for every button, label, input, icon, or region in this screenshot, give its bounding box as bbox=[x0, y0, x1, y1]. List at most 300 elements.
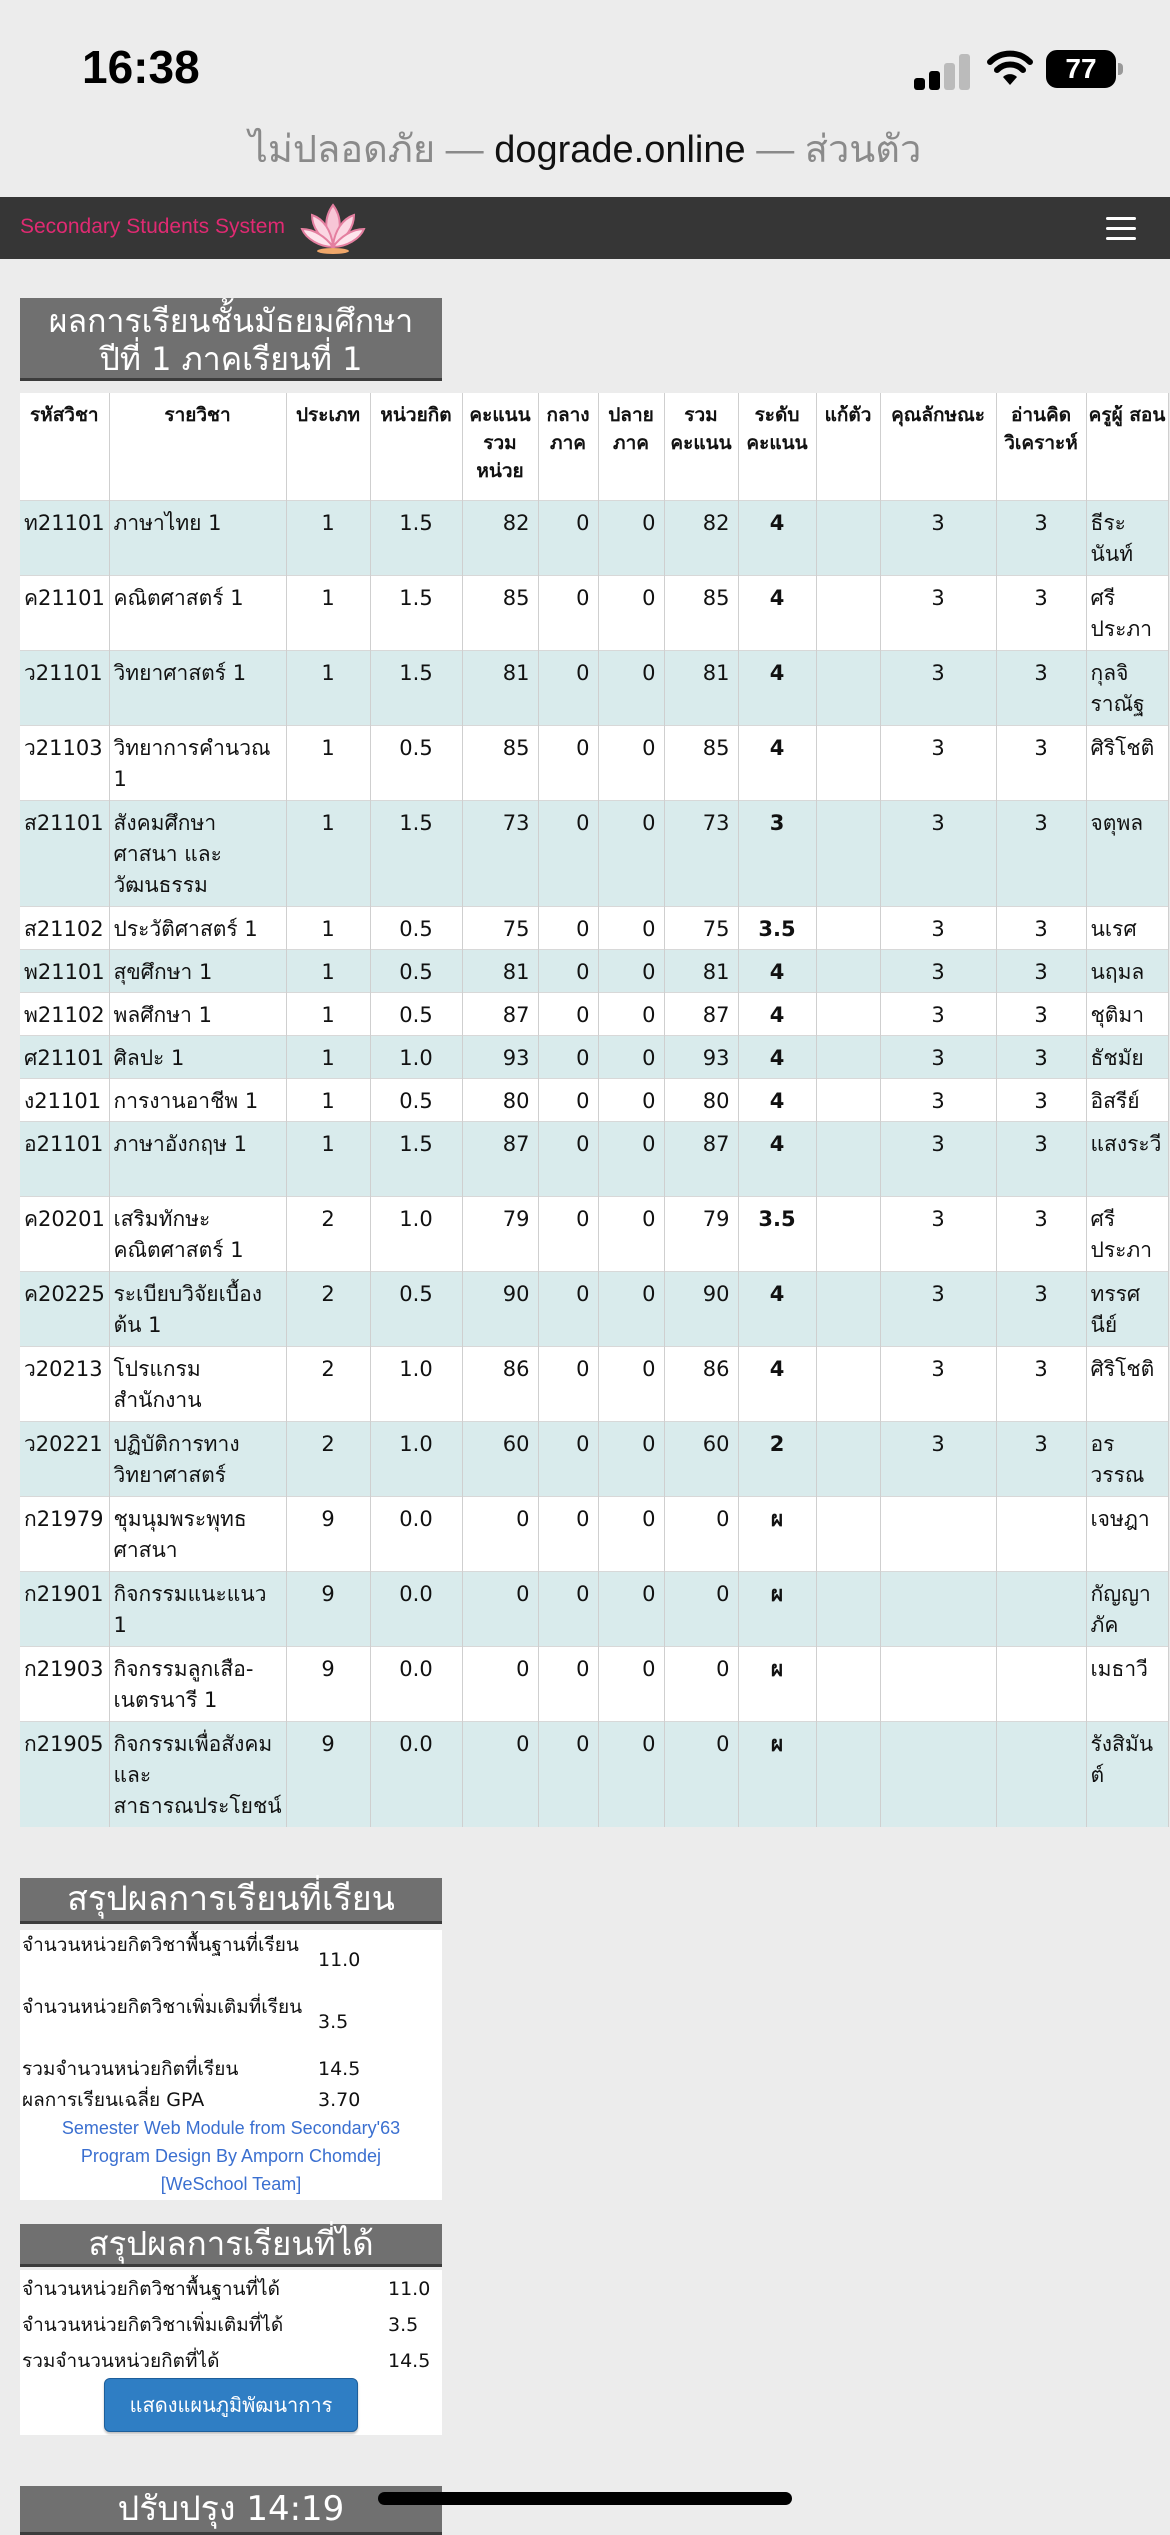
attribute-score: 3 bbox=[880, 992, 996, 1035]
table-row bbox=[20, 1721, 1168, 1827]
grades-table bbox=[20, 393, 1169, 1827]
attribute-score: 3 bbox=[880, 906, 996, 949]
column-header: คะแนน รวม หน่วย bbox=[462, 393, 538, 500]
course-type: 9 bbox=[286, 1721, 370, 1827]
reading-score: 3 bbox=[996, 1035, 1086, 1078]
url-mode-label: — ส่วนตัว bbox=[745, 129, 922, 171]
reading-score: 3 bbox=[996, 500, 1086, 575]
attribute-score: 3 bbox=[880, 1271, 996, 1346]
column-header: อ่านคิด วิเคราะห์ bbox=[996, 393, 1086, 500]
grade-level: 4 bbox=[738, 1078, 816, 1121]
final-score: 0 bbox=[598, 992, 664, 1035]
unit-score: 86 bbox=[462, 1346, 538, 1421]
summary-label: จำนวนหน่วยกิตวิชาเพิ่มเติมที่เรียน bbox=[22, 1996, 303, 2018]
final-score: 0 bbox=[598, 1496, 664, 1571]
course-code: พ21101 bbox=[20, 949, 109, 992]
cellular-signal-icon bbox=[914, 52, 972, 90]
column-header: รวม คะแนน bbox=[664, 393, 738, 500]
total-score: 90 bbox=[664, 1271, 738, 1346]
column-header: กลาง ภาค bbox=[538, 393, 598, 500]
unit-score: 79 bbox=[462, 1196, 538, 1271]
reading-score: 3 bbox=[996, 992, 1086, 1035]
course-code: ง21101 bbox=[20, 1078, 109, 1121]
summary-value: 3.5 bbox=[318, 2011, 349, 2033]
course-name: คณิตศาสตร์ 1 bbox=[109, 575, 286, 650]
grade-level: 4 bbox=[738, 575, 816, 650]
summary-studied-title: สรุปผลการเรียนที่เรียน bbox=[20, 1878, 442, 1924]
attribute-score: 3 bbox=[880, 725, 996, 800]
reading-score bbox=[996, 1646, 1086, 1721]
total-score: 0 bbox=[664, 1721, 738, 1827]
total-score: 87 bbox=[664, 992, 738, 1035]
home-indicator[interactable] bbox=[378, 2492, 792, 2505]
page-title bbox=[20, 298, 442, 381]
column-header: แก้ตัว bbox=[816, 393, 880, 500]
final-score: 0 bbox=[598, 1646, 664, 1721]
retake-score bbox=[816, 992, 880, 1035]
course-type: 9 bbox=[286, 1646, 370, 1721]
page-title-line2: ปีที่ 1 ภาคเรียนที่ 1 bbox=[99, 340, 363, 378]
course-credit: 0.5 bbox=[370, 906, 462, 949]
table-row bbox=[20, 1121, 1168, 1196]
table-row bbox=[20, 906, 1168, 949]
unit-score: 85 bbox=[462, 575, 538, 650]
table-row bbox=[20, 1496, 1168, 1571]
attribute-score bbox=[880, 1496, 996, 1571]
final-score: 0 bbox=[598, 650, 664, 725]
teacher-name: ธัชมัย bbox=[1086, 1035, 1168, 1078]
midterm-score: 0 bbox=[538, 800, 598, 906]
course-code: ท21101 bbox=[20, 500, 109, 575]
reading-score bbox=[996, 1496, 1086, 1571]
teacher-name: อรวรรณ bbox=[1086, 1421, 1168, 1496]
retake-score bbox=[816, 575, 880, 650]
site-brand[interactable]: Secondary Students System bbox=[20, 215, 285, 238]
course-credit: 1.5 bbox=[370, 650, 462, 725]
total-score: 82 bbox=[664, 500, 738, 575]
table-row bbox=[20, 1196, 1168, 1271]
midterm-score: 0 bbox=[538, 650, 598, 725]
midterm-score: 0 bbox=[538, 1078, 598, 1121]
retake-score bbox=[816, 1035, 880, 1078]
credit-line[interactable]: Program Design By Amporn Chomdej bbox=[80, 2146, 382, 2166]
summary-value: 14.5 bbox=[318, 2058, 361, 2080]
summary-value: 14.5 bbox=[388, 2350, 431, 2372]
teacher-name: แสงระวี bbox=[1086, 1121, 1168, 1196]
grade-level: 4 bbox=[738, 500, 816, 575]
course-name: สุขศึกษา 1 bbox=[109, 949, 286, 992]
retake-score bbox=[816, 500, 880, 575]
column-header: ปลาย ภาค bbox=[598, 393, 664, 500]
course-type: 1 bbox=[286, 575, 370, 650]
reading-score: 3 bbox=[996, 1346, 1086, 1421]
course-name: วิทยาศาสตร์ 1 bbox=[109, 650, 286, 725]
total-score: 80 bbox=[664, 1078, 738, 1121]
table-row bbox=[20, 1646, 1168, 1721]
midterm-score: 0 bbox=[538, 1346, 598, 1421]
summary-label: ผลการเรียนเฉลี่ย GPA bbox=[22, 2089, 205, 2111]
course-type: 1 bbox=[286, 906, 370, 949]
teacher-name: กุลจิราณัฐ bbox=[1086, 650, 1168, 725]
retake-score bbox=[816, 650, 880, 725]
retake-score bbox=[816, 1721, 880, 1827]
course-type: 1 bbox=[286, 949, 370, 992]
total-score: 75 bbox=[664, 906, 738, 949]
course-credit: 0.0 bbox=[370, 1721, 462, 1827]
course-type: 2 bbox=[286, 1271, 370, 1346]
column-header: คุณลักษณะ bbox=[880, 393, 996, 500]
retake-score bbox=[816, 949, 880, 992]
course-credit: 1.5 bbox=[370, 575, 462, 650]
teacher-name: ศิริโชติ bbox=[1086, 1346, 1168, 1421]
course-name: ภาษาอังกฤษ 1 bbox=[109, 1121, 286, 1196]
total-score: 86 bbox=[664, 1346, 738, 1421]
course-name: ชุมนุมพระพุทธศาสนา bbox=[109, 1496, 286, 1571]
reading-score: 3 bbox=[996, 1271, 1086, 1346]
final-score: 0 bbox=[598, 1421, 664, 1496]
course-name: ประวัติศาสตร์ 1 bbox=[109, 906, 286, 949]
unit-score: 82 bbox=[462, 500, 538, 575]
grade-level: 4 bbox=[738, 1346, 816, 1421]
final-score: 0 bbox=[598, 575, 664, 650]
teacher-name: จตุพล bbox=[1086, 800, 1168, 906]
total-score: 0 bbox=[664, 1571, 738, 1646]
attribute-score: 3 bbox=[880, 1078, 996, 1121]
attribute-score: 3 bbox=[880, 1421, 996, 1496]
lotus-logo-icon bbox=[300, 199, 366, 257]
course-code: ก21979 bbox=[20, 1496, 109, 1571]
grade-level: 3.5 bbox=[738, 1196, 816, 1271]
total-score: 0 bbox=[664, 1646, 738, 1721]
summary-row bbox=[20, 1992, 442, 2052]
course-type: 2 bbox=[286, 1346, 370, 1421]
course-credit: 0.0 bbox=[370, 1571, 462, 1646]
course-name: พลศึกษา 1 bbox=[109, 992, 286, 1035]
course-code: ก21901 bbox=[20, 1571, 109, 1646]
course-type: 1 bbox=[286, 725, 370, 800]
site-navbar bbox=[0, 197, 1170, 259]
summary-row bbox=[20, 2085, 442, 2115]
grades-table-body bbox=[20, 500, 1168, 1827]
teacher-name: อิสรีย์ bbox=[1086, 1078, 1168, 1121]
column-header: รหัสวิชา bbox=[20, 393, 109, 500]
attribute-score: 3 bbox=[880, 1196, 996, 1271]
grade-level: 2 bbox=[738, 1421, 816, 1496]
table-row bbox=[20, 800, 1168, 906]
summary-row bbox=[20, 2274, 442, 2304]
course-credit: 0.5 bbox=[370, 1271, 462, 1346]
table-row bbox=[20, 575, 1168, 650]
unit-score: 81 bbox=[462, 650, 538, 725]
course-type: 2 bbox=[286, 1421, 370, 1496]
teacher-name: รังสิมันต์ bbox=[1086, 1721, 1168, 1827]
midterm-score: 0 bbox=[538, 906, 598, 949]
summary-earned-title: สรุปผลการเรียนที่ได้ bbox=[20, 2224, 442, 2267]
battery-icon bbox=[1046, 50, 1116, 88]
grade-level: ผ bbox=[738, 1646, 816, 1721]
retake-score bbox=[816, 1571, 880, 1646]
course-type: 1 bbox=[286, 500, 370, 575]
total-score: 81 bbox=[664, 650, 738, 725]
midterm-score: 0 bbox=[538, 500, 598, 575]
menu-hamburger-icon[interactable] bbox=[1106, 217, 1136, 241]
show-development-chart-button[interactable]: แสดงแผนภูมิพัฒนาการ bbox=[104, 2378, 358, 2432]
attribute-score bbox=[880, 1721, 996, 1827]
total-score: 81 bbox=[664, 949, 738, 992]
unit-score: 81 bbox=[462, 949, 538, 992]
table-row bbox=[20, 1078, 1168, 1121]
course-code: ศ21101 bbox=[20, 1035, 109, 1078]
reading-score: 3 bbox=[996, 725, 1086, 800]
midterm-score: 0 bbox=[538, 1035, 598, 1078]
retake-score bbox=[816, 1196, 880, 1271]
summary-value: 11.0 bbox=[388, 2278, 431, 2300]
course-code: ว21101 bbox=[20, 650, 109, 725]
table-row bbox=[20, 500, 1168, 575]
total-score: 73 bbox=[664, 800, 738, 906]
column-header: ประเภท bbox=[286, 393, 370, 500]
table-row bbox=[20, 1035, 1168, 1078]
course-code: ก21903 bbox=[20, 1646, 109, 1721]
unit-score: 73 bbox=[462, 800, 538, 906]
table-row bbox=[20, 1421, 1168, 1496]
course-type: 1 bbox=[286, 1078, 370, 1121]
course-type: 1 bbox=[286, 1035, 370, 1078]
final-score: 0 bbox=[598, 1078, 664, 1121]
course-code: ก21905 bbox=[20, 1721, 109, 1827]
course-code: ส21102 bbox=[20, 906, 109, 949]
attribute-score: 3 bbox=[880, 1346, 996, 1421]
midterm-score: 0 bbox=[538, 1721, 598, 1827]
course-code: ว20221 bbox=[20, 1421, 109, 1496]
status-time: 16:38 bbox=[82, 41, 200, 93]
grade-level: 4 bbox=[738, 1271, 816, 1346]
attribute-score: 3 bbox=[880, 949, 996, 992]
reading-score: 3 bbox=[996, 1421, 1086, 1496]
table-row bbox=[20, 1571, 1168, 1646]
midterm-score: 0 bbox=[538, 575, 598, 650]
reading-score: 3 bbox=[996, 575, 1086, 650]
gpa-value: 3.70 bbox=[318, 2089, 361, 2111]
course-credit: 0.5 bbox=[370, 949, 462, 992]
final-score: 0 bbox=[598, 1721, 664, 1827]
grade-level: 4 bbox=[738, 949, 816, 992]
course-code: ว21103 bbox=[20, 725, 109, 800]
midterm-score: 0 bbox=[538, 949, 598, 992]
attribute-score: 3 bbox=[880, 1121, 996, 1196]
column-header: ครูผู้ สอน bbox=[1086, 393, 1168, 500]
final-score: 0 bbox=[598, 800, 664, 906]
retake-score bbox=[816, 906, 880, 949]
total-score: 0 bbox=[664, 1496, 738, 1571]
course-name: ปฏิบัติการทางวิทยาศาสตร์ bbox=[109, 1421, 286, 1496]
grade-level: 4 bbox=[738, 650, 816, 725]
summary-row bbox=[20, 2054, 442, 2084]
course-credit: 0.0 bbox=[370, 1496, 462, 1571]
course-code: ว20213 bbox=[20, 1346, 109, 1421]
summary-label: จำนวนหน่วยกิตวิชาเพิ่มเติมที่ได้ bbox=[22, 2314, 284, 2336]
unit-score: 80 bbox=[462, 1078, 538, 1121]
total-score: 79 bbox=[664, 1196, 738, 1271]
attribute-score: 3 bbox=[880, 800, 996, 906]
attribute-score: 3 bbox=[880, 650, 996, 725]
browser-address-bar[interactable] bbox=[0, 118, 1170, 179]
reading-score: 3 bbox=[996, 1196, 1086, 1271]
page-title-line1: ผลการเรียนชั้นมัธยมศึกษา bbox=[48, 302, 414, 340]
summary-label: จำนวนหน่วยกิตวิชาพื้นฐานที่ได้ bbox=[22, 2278, 280, 2300]
midterm-score: 0 bbox=[538, 1196, 598, 1271]
final-score: 0 bbox=[598, 500, 664, 575]
teacher-name: เจษฎา bbox=[1086, 1496, 1168, 1571]
retake-score bbox=[816, 1078, 880, 1121]
attribute-score: 3 bbox=[880, 500, 996, 575]
course-credit: 1.5 bbox=[370, 500, 462, 575]
unit-score: 0 bbox=[462, 1646, 538, 1721]
table-row bbox=[20, 949, 1168, 992]
summary-label: รวมจำนวนหน่วยกิตที่ได้ bbox=[22, 2350, 220, 2372]
course-credit: 0.0 bbox=[370, 1646, 462, 1721]
midterm-score: 0 bbox=[538, 1271, 598, 1346]
course-name: ระเบียบวิจัยเบื้องต้น 1 bbox=[109, 1271, 286, 1346]
teacher-name: ศรีประภา bbox=[1086, 1196, 1168, 1271]
grade-level: ผ bbox=[738, 1571, 816, 1646]
midterm-score: 0 bbox=[538, 992, 598, 1035]
course-name: กิจกรรมลูกเสือ-เนตรนารี 1 bbox=[109, 1646, 286, 1721]
retake-score bbox=[816, 1646, 880, 1721]
grade-level: 4 bbox=[738, 1035, 816, 1078]
total-score: 93 bbox=[664, 1035, 738, 1078]
teacher-name: เมธาวี bbox=[1086, 1646, 1168, 1721]
course-code: ส21101 bbox=[20, 800, 109, 906]
total-score: 85 bbox=[664, 725, 738, 800]
teacher-name: ชุติมา bbox=[1086, 992, 1168, 1035]
retake-score bbox=[816, 800, 880, 906]
course-credit: 0.5 bbox=[370, 725, 462, 800]
last-updated-label: ปรับปรุง 14:19 bbox=[20, 2486, 442, 2535]
table-row bbox=[20, 992, 1168, 1035]
course-type: 9 bbox=[286, 1496, 370, 1571]
reading-score: 3 bbox=[996, 949, 1086, 992]
retake-score bbox=[816, 1121, 880, 1196]
table-row bbox=[20, 1346, 1168, 1421]
course-name: เสริมทักษะคณิตศาสตร์ 1 bbox=[109, 1196, 286, 1271]
reading-score: 3 bbox=[996, 906, 1086, 949]
reading-score: 3 bbox=[996, 800, 1086, 906]
credit-line[interactable]: [WeSchool Team] bbox=[160, 2174, 302, 2194]
reading-score bbox=[996, 1721, 1086, 1827]
course-name: กิจกรรมเพื่อสังคมและสาธารณประโยชน์ bbox=[109, 1721, 286, 1827]
final-score: 0 bbox=[598, 725, 664, 800]
course-code: อ21101 bbox=[20, 1121, 109, 1196]
grade-level: 3.5 bbox=[738, 906, 816, 949]
teacher-name: นเรศ bbox=[1086, 906, 1168, 949]
summary-row bbox=[20, 2346, 442, 2376]
grade-level: 3 bbox=[738, 800, 816, 906]
course-credit: 0.5 bbox=[370, 1078, 462, 1121]
midterm-score: 0 bbox=[538, 725, 598, 800]
course-credit: 1.0 bbox=[370, 1035, 462, 1078]
final-score: 0 bbox=[598, 1346, 664, 1421]
table-row bbox=[20, 1271, 1168, 1346]
final-score: 0 bbox=[598, 1271, 664, 1346]
url-security-label: ไม่ปลอดภัย — bbox=[248, 129, 495, 171]
teacher-name: ทรรศนีย์ bbox=[1086, 1271, 1168, 1346]
course-name: ภาษาไทย 1 bbox=[109, 500, 286, 575]
final-score: 0 bbox=[598, 1196, 664, 1271]
table-row bbox=[20, 650, 1168, 725]
battery-level: 77 bbox=[1065, 53, 1097, 84]
midterm-score: 0 bbox=[538, 1571, 598, 1646]
unit-score: 87 bbox=[462, 1121, 538, 1196]
course-credit: 1.5 bbox=[370, 1121, 462, 1196]
final-score: 0 bbox=[598, 949, 664, 992]
course-code: ค20225 bbox=[20, 1271, 109, 1346]
grade-level: 4 bbox=[738, 725, 816, 800]
course-name: โปรแกรมสำนักงาน bbox=[109, 1346, 286, 1421]
final-score: 0 bbox=[598, 1121, 664, 1196]
unit-score: 0 bbox=[462, 1571, 538, 1646]
course-credit: 0.5 bbox=[370, 992, 462, 1035]
course-type: 1 bbox=[286, 1121, 370, 1196]
attribute-score bbox=[880, 1571, 996, 1646]
course-type: 1 bbox=[286, 992, 370, 1035]
grade-level: 4 bbox=[738, 992, 816, 1035]
attribute-score: 3 bbox=[880, 1035, 996, 1078]
grade-level: ผ bbox=[738, 1721, 816, 1827]
total-score: 85 bbox=[664, 575, 738, 650]
course-type: 1 bbox=[286, 800, 370, 906]
table-header-row bbox=[20, 393, 1168, 500]
retake-score bbox=[816, 1421, 880, 1496]
course-credit: 1.0 bbox=[370, 1346, 462, 1421]
unit-score: 93 bbox=[462, 1035, 538, 1078]
course-credit: 1.0 bbox=[370, 1196, 462, 1271]
unit-score: 0 bbox=[462, 1496, 538, 1571]
course-code: พ21102 bbox=[20, 992, 109, 1035]
column-header: ระดับ คะแนน bbox=[738, 393, 816, 500]
unit-score: 60 bbox=[462, 1421, 538, 1496]
total-score: 87 bbox=[664, 1121, 738, 1196]
column-header: หน่วยกิต bbox=[370, 393, 462, 500]
summary-label: จำนวนหน่วยกิตวิชาพื้นฐานที่เรียน bbox=[22, 1934, 299, 1956]
unit-score: 90 bbox=[462, 1271, 538, 1346]
table-row bbox=[20, 725, 1168, 800]
final-score: 0 bbox=[598, 906, 664, 949]
grade-level: ผ bbox=[738, 1496, 816, 1571]
summary-studied-box bbox=[20, 1930, 442, 2200]
course-type: 9 bbox=[286, 1571, 370, 1646]
midterm-score: 0 bbox=[538, 1646, 598, 1721]
retake-score bbox=[816, 1346, 880, 1421]
summary-label: รวมจำนวนหน่วยกิตที่เรียน bbox=[22, 2058, 239, 2080]
reading-score bbox=[996, 1571, 1086, 1646]
attribute-score bbox=[880, 1646, 996, 1721]
midterm-score: 0 bbox=[538, 1496, 598, 1571]
teacher-name: กัญญาภัค bbox=[1086, 1571, 1168, 1646]
retake-score bbox=[816, 1271, 880, 1346]
reading-score: 3 bbox=[996, 1121, 1086, 1196]
teacher-name: ศิริโชติ bbox=[1086, 725, 1168, 800]
credit-line[interactable]: Semester Web Module from Secondary'63 bbox=[61, 2118, 401, 2138]
summary-value: 11.0 bbox=[318, 1949, 361, 1971]
attribute-score: 3 bbox=[880, 575, 996, 650]
course-credit: 1.5 bbox=[370, 800, 462, 906]
course-name: กิจกรรมแนะแนว 1 bbox=[109, 1571, 286, 1646]
midterm-score: 0 bbox=[538, 1421, 598, 1496]
course-name: ศิลปะ 1 bbox=[109, 1035, 286, 1078]
unit-score: 85 bbox=[462, 725, 538, 800]
midterm-score: 0 bbox=[538, 1121, 598, 1196]
